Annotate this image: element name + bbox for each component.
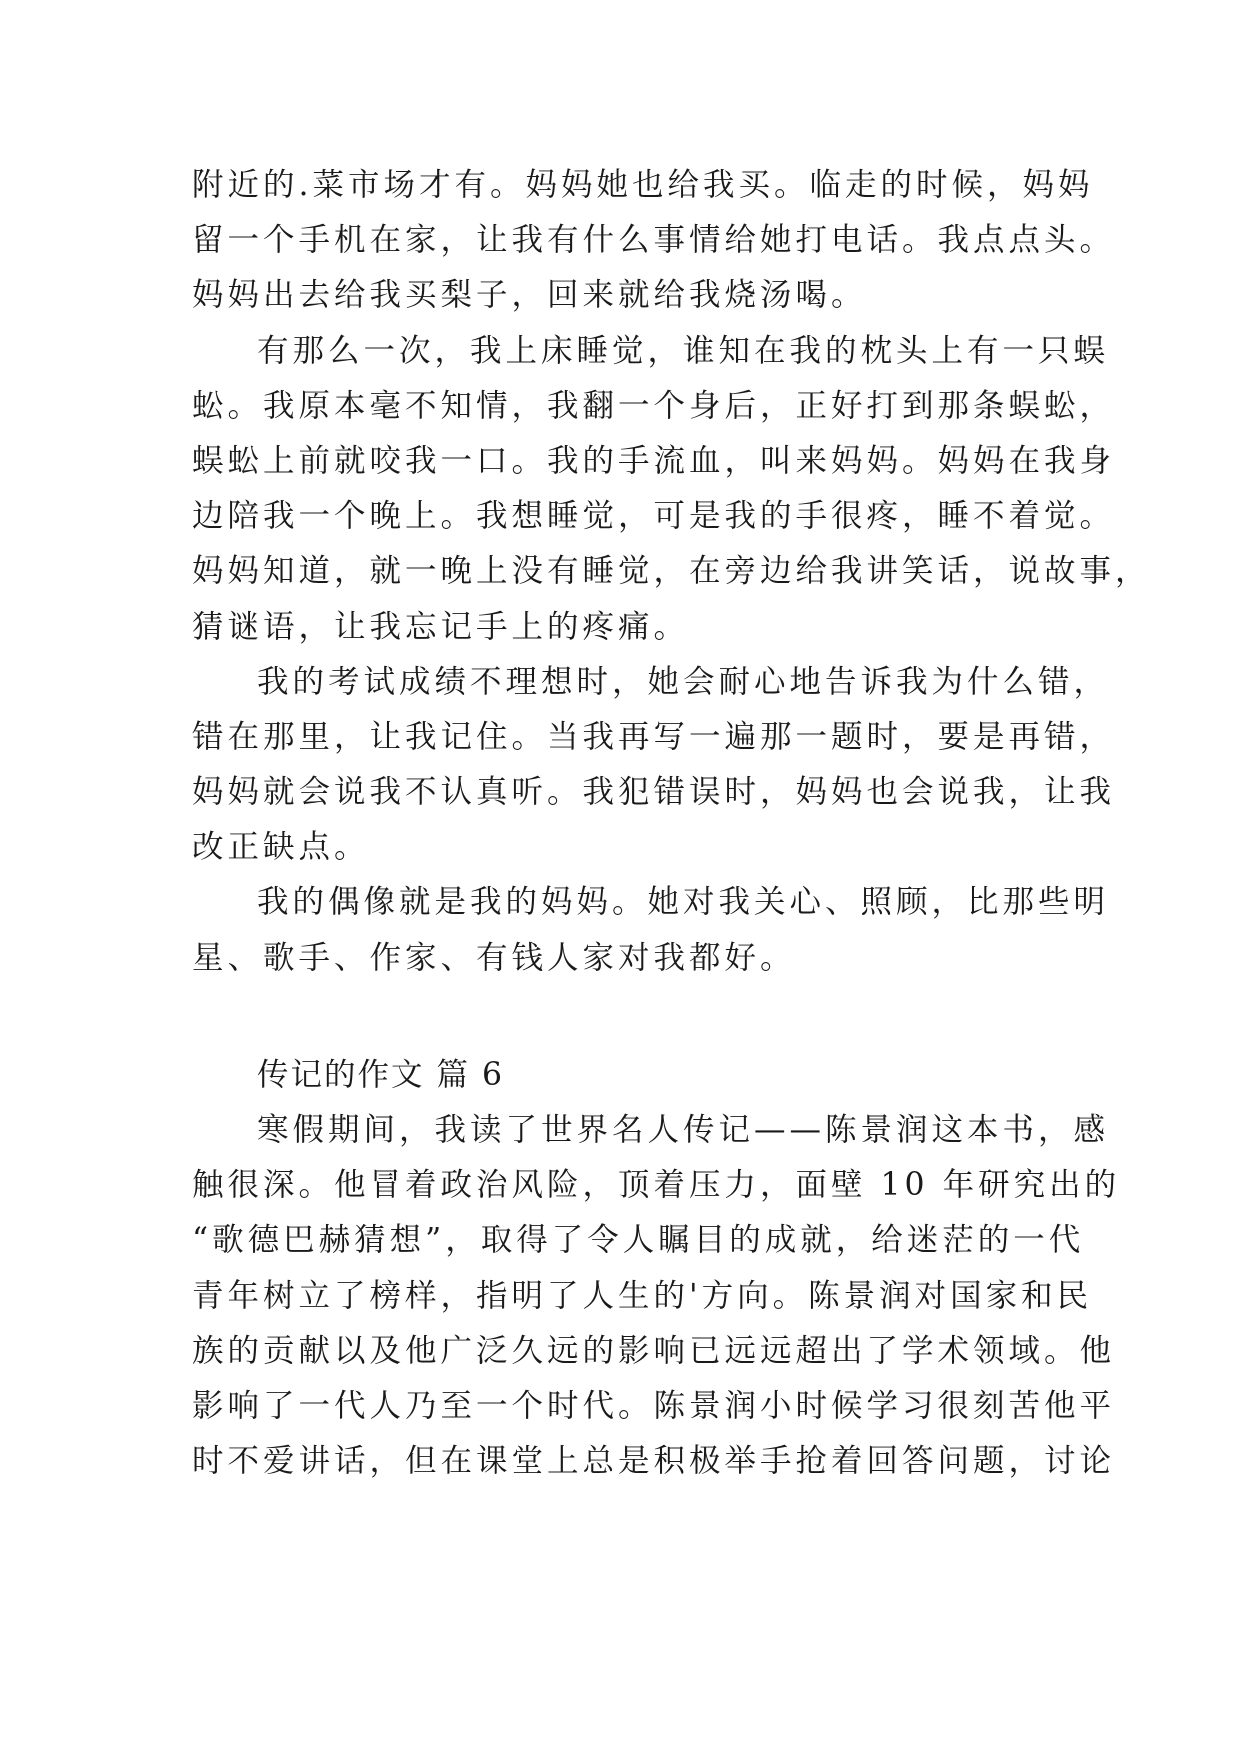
text-line: 族的贡献以及他广泛久远的影响已远远超出了学术领域。他	[192, 1332, 1116, 1369]
text-line: 青年树立了榜样，指明了人生的'方向。陈景润对国家和民	[192, 1277, 1093, 1314]
text-line: 影响了一代人乃至一个时代。陈景润小时候学习很刻苦他平	[192, 1387, 1116, 1424]
paragraph-biography	[192, 1103, 1121, 1489]
text-line: 改正缺点。	[192, 829, 370, 866]
section-heading: 传记的作文 篇 6	[257, 1056, 505, 1093]
paragraph-centipede	[192, 324, 1151, 655]
text-line: 边陪我一个晚上。我想睡觉，可是我的手很疼，睡不着觉。	[192, 498, 1116, 535]
text-line: 猜谜语，让我忘记手上的疼痛。	[192, 608, 690, 645]
text-line: 妈妈出去给我买梨子，回来就给我烧汤喝。	[192, 277, 867, 314]
text-line: 蚣。我原本毫不知情，我翻一个身后，正好打到那条蜈蚣，	[192, 387, 1116, 424]
text-line: 我的考试成绩不理想时，她会耐心地告诉我为什么错，	[257, 663, 1110, 700]
paragraph-idol	[192, 875, 1110, 985]
text-line: 蜈蚣上前就咬我一口。我的手流血，叫来妈妈。妈妈在我身	[192, 442, 1116, 479]
text-line: 妈妈知道，就一晚上没有睡觉，在旁边给我讲笑话，说故事，	[192, 553, 1151, 590]
text-line: 触很深。他冒着政治风险，顶着压力，面壁 10 年研究出的	[192, 1167, 1121, 1204]
section-gap	[192, 986, 1072, 1048]
text-line: 有那么一次，我上床睡觉，谁知在我的枕头上有一只蜈	[257, 332, 1110, 369]
text-line: 留一个手机在家，让我有什么事情给她打电话。我点点头。	[192, 222, 1116, 259]
text-line: 附近的.菜市场才有。妈妈她也给我买。临走的时候，妈妈	[192, 167, 1094, 203]
text-line: 错在那里，让我记住。当我再写一遍那一题时，要是再错，	[192, 718, 1116, 755]
text-line: 寒假期间，我读了世界名人传记——陈景润这本书，感	[257, 1112, 1110, 1148]
text-line: 我的偶像就是我的妈妈。她对我关心、照顾，比那些明	[257, 884, 1110, 921]
paragraph-exam	[192, 655, 1116, 876]
text-line: 时不爱讲话，但在课堂上总是积极举手抢着回答问题，讨论	[192, 1443, 1116, 1480]
text-line: 星、歌手、作家、有钱人家对我都好。	[192, 939, 796, 976]
text-line: 妈妈就会说我不认真听。我犯错误时，妈妈也会说我，让我	[192, 774, 1116, 811]
document-body	[192, 158, 1151, 1489]
paragraph-continuation	[192, 158, 1116, 324]
text-line: “歌德巴赫猜想”，取得了令人瞩目的成就，给迷茫的一代	[192, 1222, 1085, 1259]
